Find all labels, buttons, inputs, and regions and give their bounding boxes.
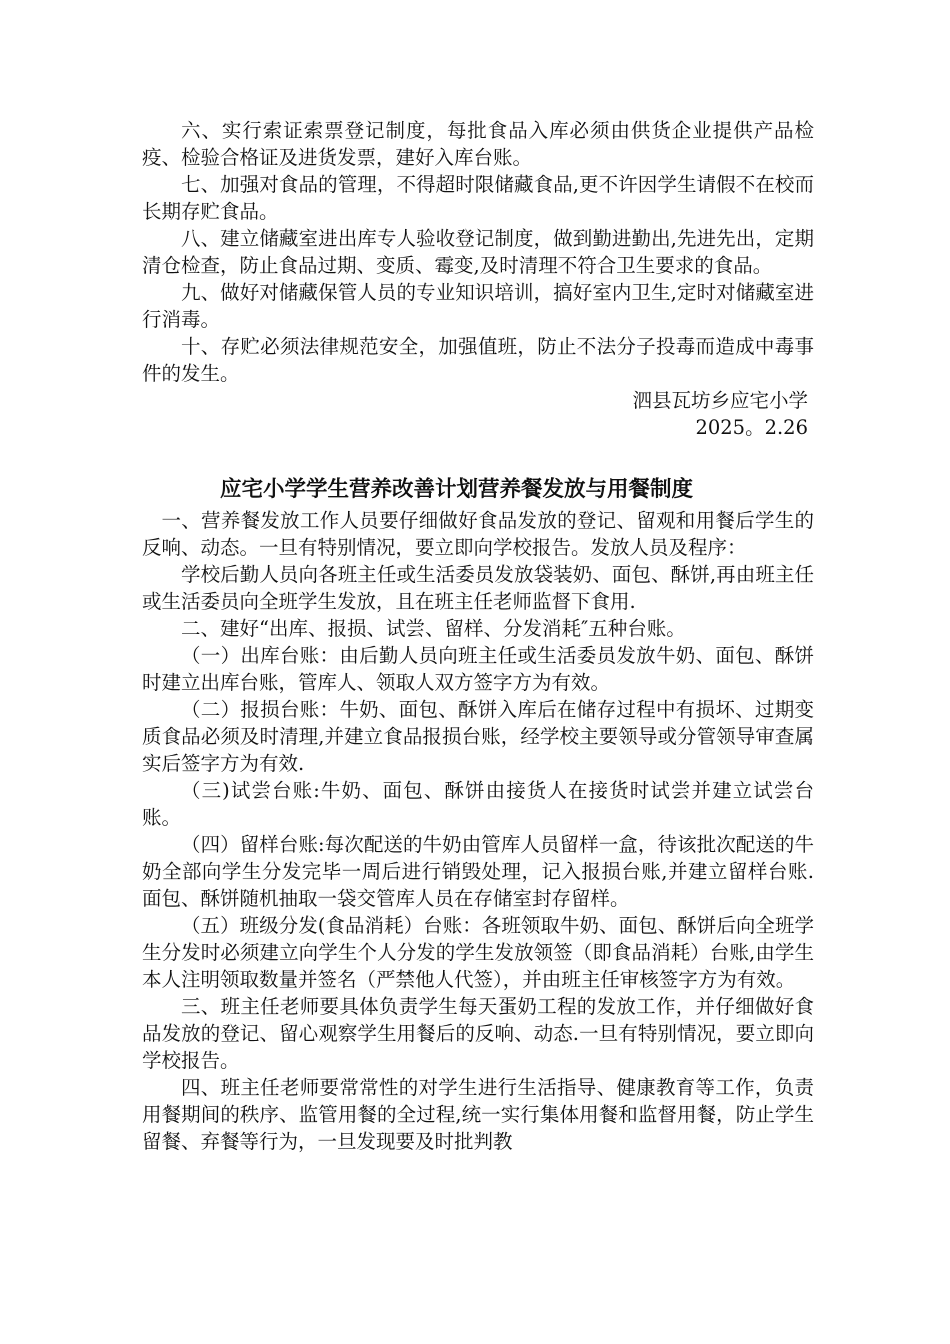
ledger-tasting: （三)试尝台账:牛奶、面包、酥饼由接货人在接货时试尝并建立试尝台账。 bbox=[142, 779, 814, 829]
rule-paragraph-3: 三、班主任老师要具体负责学生每天蛋奶工程的发放工作，并仔细做好食品发放的登记、留心观察学生用餐后的反响、动态.一旦有特别情况，要立即向学校报告。 bbox=[142, 995, 814, 1072]
signature-org: 泗县瓦坊乡应宅小学 bbox=[632, 389, 808, 412]
document-title: 应宅小学学生营养改善计划营养餐发放与用餐制度 bbox=[220, 477, 694, 502]
rule-paragraph-4: 四、班主任老师要常常性的对学生进行生活指导、健康教育等工作，负责用餐期间的秩序、监管用餐的全过程,统一实行集体用餐和监督用餐，防止学生留餐、弃餐等行为，一旦发现要及时批判教 bbox=[142, 1076, 814, 1153]
section-gap bbox=[142, 441, 814, 475]
paragraph-item-10: 十、存贮必须法律规范安全，加强值班，防止不法分子投毒而造成中毒事件的发生。 bbox=[142, 335, 814, 385]
paragraph-item-9: 九、做好对储藏保管人员的专业知识培训，搞好室内卫生,定时对储藏室进行消毒。 bbox=[142, 281, 814, 331]
signature-date: 2025。2.26 bbox=[695, 416, 808, 439]
ledger-class-distribution: （五）班级分发(食品消耗）台账：各班领取牛奶、面包、酥饼后向全班学生分发时必须建立向学生个人分发的学生发放领签（即食品消耗）台账,由学生本人注明领取数量并签名（严禁他人代签），并由班主任审核签字方为有效。 bbox=[142, 914, 814, 991]
ledger-outbound: （一）出库台账：由后勤人员向班主任或生活委员发放牛奶、面包、酥饼时建立出库台账，管库人、领取人双方签字方为有效。 bbox=[142, 644, 814, 694]
paragraph-item-7: 七、加强对食品的管理，不得超时限储藏食品,更不许因学生请假不在校而长期存贮食品。 bbox=[142, 173, 814, 223]
rule-paragraph-2: 二、建好“出库、报损、试尝、留样、分发消耗″五种台账。 bbox=[181, 617, 686, 640]
paragraph-item-8: 八、建立储藏室进出库专人验收登记制度，做到勤进勤出,先进先出，定期清仓检查，防止食品过期、变质、霉变,及时清理不符合卫生要求的食品。 bbox=[142, 227, 814, 277]
rule-paragraph-1-detail: 学校后勤人员向各班主任或生活委员发放袋装奶、面包、酥饼,再由班主任或生活委员向全班学生发放，且在班主任老师监督下食用. bbox=[142, 563, 814, 613]
rule-paragraph-1: 一、营养餐发放工作人员要仔细做好食品发放的登记、留观和用餐后学生的反响、动态。一旦有特别情况，要立即向学校报告。发放人员及程序： bbox=[142, 509, 814, 559]
document-page bbox=[142, 117, 814, 1155]
ledger-damage: （二）报损台账：牛奶、面包、酥饼入库后在储存过程中有损坏、过期变质食品必须及时清理,并建立食品报损台账，经学校主要领导或分管领导审查属实后签字方为有效. bbox=[142, 698, 814, 775]
ledger-sample: （四）留样台账:每次配送的牛奶由管库人员留样一盒，待该批次配送的牛奶全部向学生分发完毕一周后进行销毁处理，记入报损台账,并建立留样台账.面包、酥饼随机抽取一袋交管库人员在存储室封存留样。 bbox=[142, 833, 814, 910]
paragraph-item-6: 六、实行索证索票登记制度，每批食品入库必须由供货企业提供产品检疫、检验合格证及进货发票，建好入库台账。 bbox=[142, 119, 814, 169]
